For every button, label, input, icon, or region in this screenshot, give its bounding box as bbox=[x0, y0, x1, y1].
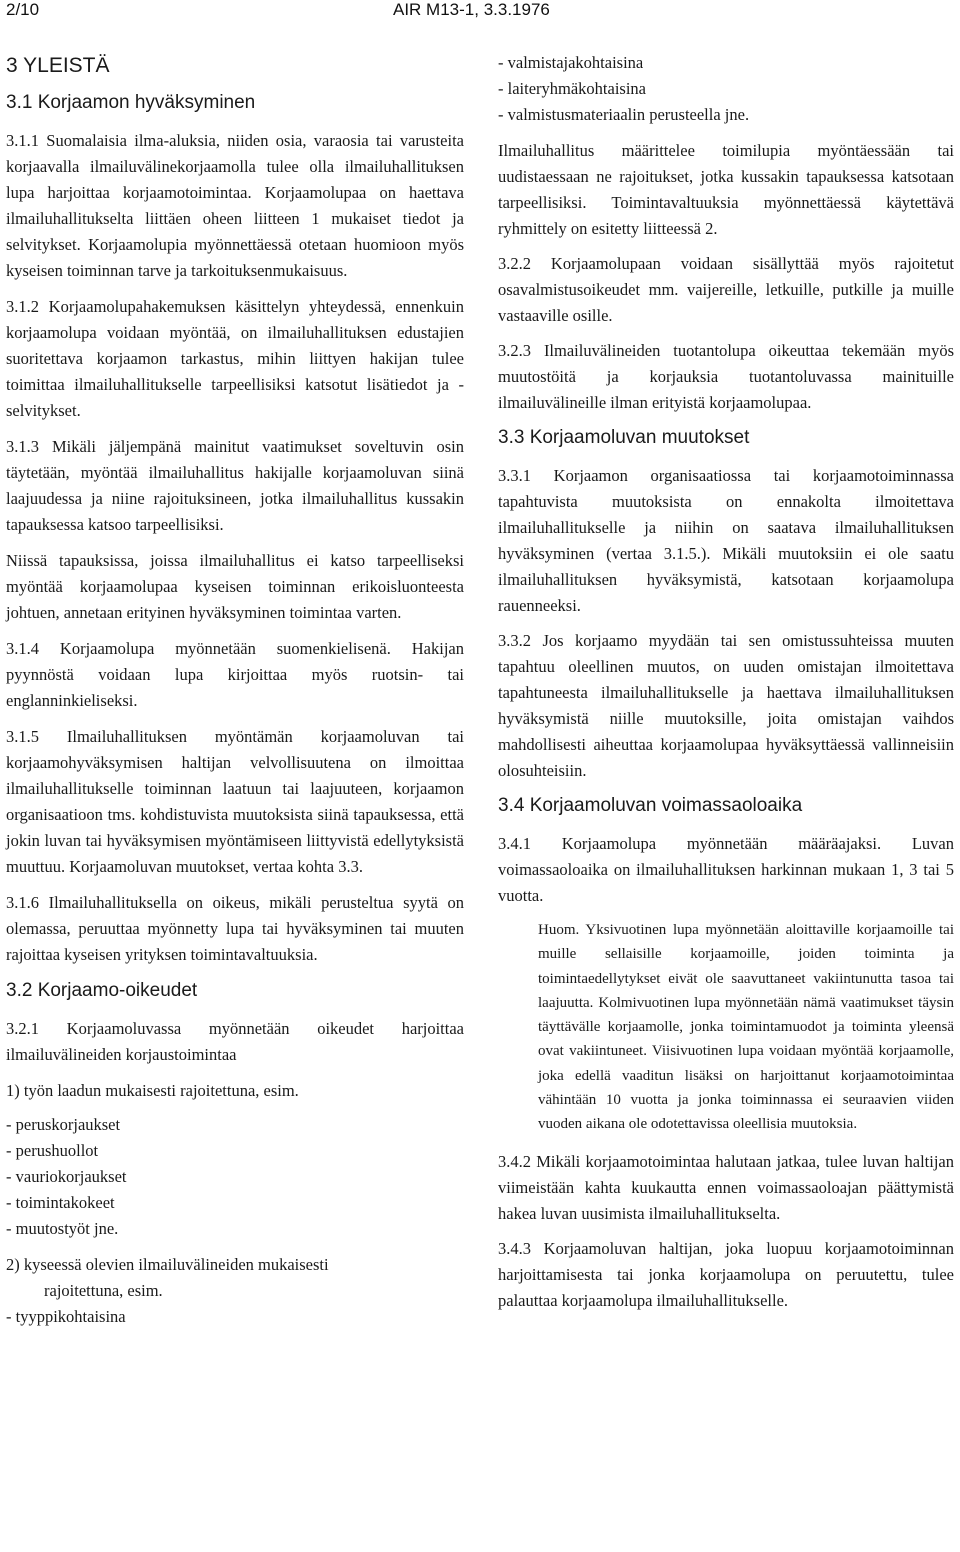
list-item: - perushuollot bbox=[6, 1141, 99, 1160]
paragraph-3-1-1: 3.1.1 Suomalaisia ilma-aluksia, niiden osia, varaosia tai varusteita korjaavalla ilmailuvälinekorjaamolla tulee olla ilmailuhallituksen lupa harjoittaa korjaamotoimintaa. Korjaamolupaa on haettava ilmailuhallitukselta liittäen oheen liitteen 1 mukaiset tiedot ja selvitykset. Korjaamolupia myönnettäessä otetaan huomioon myös kyseisen toiminnan tarve ja tarkoituksenmukaisuus. bbox=[6, 131, 464, 280]
right-column bbox=[498, 50, 954, 1323]
list-item: - valmistajakohtaisina bbox=[498, 53, 644, 72]
heading-3-3: 3.3 Korjaamoluvan muutokset bbox=[498, 427, 750, 448]
list-item: - valmistusmateriaalin perusteella jne. bbox=[498, 105, 750, 124]
heading-3-1: 3.1 Korjaamon hyväksyminen bbox=[6, 92, 256, 113]
page-number: 2/10 bbox=[6, 0, 40, 19]
numbered-item-2-line1: 2) kyseessä olevien ilmailuvälineiden mukaisesti bbox=[6, 1255, 329, 1274]
paragraph-3-3-1: 3.3.1 Korjaamon organisaatiossa tai korjaamotoiminnassa tapahtuvista muutoksista on ennakolta ilmoitettava ilmailuhallitukselle ja niihin on saatava ilmailuhallituksen hyväksyminen (vertaa 3.1.5.). Mikäli muutoksiin ei ole saatu ilmailuhallituksen hyväksymistä, katsotaan korjaamolupa rauenneeksi. bbox=[498, 466, 954, 615]
list-item: - vauriokorjaukset bbox=[6, 1167, 127, 1186]
heading-yleista: 3 YLEISTÄ bbox=[6, 54, 110, 77]
paragraph-3-1-6: 3.1.6 Ilmailuhallituksella on oikeus, mikäli perusteltua syytä on olemassa, peruuttaa myönnetty lupa tai hyväksyminen tai muuten rajoittaa kyseisen yrityksen toimintavaltuuksia. bbox=[6, 893, 464, 964]
numbered-item-2 bbox=[6, 1252, 464, 1304]
document-reference: AIR M13-1, 3.3.1976 bbox=[393, 0, 550, 19]
paragraph-3-1-3-b: Niissä tapauksissa, joissa ilmailuhallitus ei katso tarpeelliseksi myöntää korjaamolupaa kyseisen toiminnan erikoisluonteesta johtuen, annetaan erityinen hyväksyminen toimintaa varten. bbox=[6, 551, 464, 622]
paragraph-3-2-3: 3.2.3 Ilmailuvälineiden tuotantolupa oikeuttaa tekemään myös muutostöitä ja korjauksia tuotantoluvassa mainituille ilmailuvälineille ilman erityistä korjaamolupaa. bbox=[498, 341, 954, 412]
list-item: - laiteryhmäkohtaisina bbox=[498, 79, 646, 98]
paragraph-3-2-2: 3.2.2 Korjaamolupaan voidaan sisällyttää myös rajoitetut osavalmistusoikeudet mm. vaijereille, letkuille, putkille ja muille vastaaville osille. bbox=[498, 254, 954, 325]
numbered-item-2-line2: rajoitettuna, esim. bbox=[44, 1281, 163, 1300]
paragraph-3-1-5: 3.1.5 Ilmailuhallituksen myöntämän korjaamoluvan tai korjaamohyväksymisen haltijan velvollisuutena on ilmoittaa ilmailuhallitukselle toiminnan laatuun tai laajuuteen, korjaamon organisaatioon tms. kohdistuvista muutoksista siinä tapauksessa, että jokin luvan tai hyväksymisen myöntämiseen liittyvistä edellytyksistä muuttuu. Korjaamoluvan muutokset, vertaa kohta 3.3. bbox=[6, 727, 464, 876]
paragraph-3-1-3: 3.1.3 Mikäli jäljempänä mainitut vaatimukset soveltuvin osin täytetään, myöntää ilmailuhallitus hakijalle korjaamoluvan siinä laajuudessa ja niine rajoituksineen, jotka ilmailuhallitus kussakin tapauksessa katsoo tarpeellisiksi. bbox=[6, 437, 464, 534]
heading-3-2: 3.2 Korjaamo-oikeudet bbox=[6, 980, 198, 1001]
paragraph-3-4-1: 3.4.1 Korjaamolupa myönnetään määräajaksi. Luvan voimassaoloaika on ilmailuhallituksen harkinnan mukaan 1, 3 tai 5 vuotta. bbox=[498, 834, 954, 905]
paragraph-3-1-4: 3.1.4 Korjaamolupa myönnetään suomenkielisenä. Hakijan pyynnöstä voidaan lupa kirjoittaa myös ruotsin- tai englanninkieliseksi. bbox=[6, 639, 464, 710]
paragraph-3-2-1: 3.2.1 Korjaamoluvassa myönnetään oikeudet harjoittaa ilmailuvälineiden korjaustoimintaa bbox=[6, 1019, 464, 1064]
heading-3-4: 3.4 Korjaamoluvan voimassaoloaika bbox=[498, 795, 803, 816]
work-type-list bbox=[6, 1112, 464, 1242]
note-block: Huom. Yksivuotinen lupa myönnetään aloittaville korjaamoille tai muille sellaisille korjaamoille, joiden toiminta ja toimintaedellytykset eivät ole saavuttaneet vakiintunutta tasoa tai laajuutta. Kolmivuotinen lupa myönnetään nämä vaatimukset täysin täyttävälle korjaamolle, jonka toimintamuodot ja toiminta yleensä ovat vakiintuneet. Viisivuotinen lupa voidaan myöntää korjaamolle, joka edellä vaaditun lisäksi on harjoittanut korjaamotoimintaa vähintään 10 vuotta ja jonka toiminnassa ei seuraavien viiden vuoden aikana ole odotettavissa oleellisia muutoksia. bbox=[538, 922, 954, 1133]
list-item: - peruskorjaukset bbox=[6, 1115, 121, 1134]
paragraph-3-2-1-b: Ilmailuhallitus määrittelee toimilupia myöntäessään tai uudistaessaan ne rajoitukset, jotka kussakin tapauksessa katsotaan tarpeellisiksi. Toimintavaltuuksia myönnettäessä käytettävä ryhmittely on esitetty liitteessä 2. bbox=[498, 141, 954, 238]
left-column bbox=[6, 44, 464, 1330]
paragraph-3-1-2: 3.1.2 Korjaamolupahakemuksen käsittelyn yhteydessä, ennenkuin korjaamolupa voidaan myöntää, on ilmailuhallituksen edustajien suoritettava korjaamon tarkastus, mihin liittyen hakijan tulee toimittaa ilmailuhallitukselle tarpeellisiksi katsotut lisätiedot ja -selvitykset. bbox=[6, 297, 464, 420]
list-item: - tyyppikohtaisina bbox=[6, 1307, 126, 1326]
numbered-item-1: 1) työn laadun mukaisesti rajoitettuna, esim. bbox=[6, 1081, 299, 1100]
paragraph-3-4-2: 3.4.2 Mikäli korjaamotoimintaa halutaan jatkaa, tulee luvan haltijan viimeistään kahta kuukautta ennen voimassaoloajan päättymistä hakea luvan uusimista ilmailuhallitukselta. bbox=[498, 1151, 954, 1223]
paragraph-3-4-3: 3.4.3 Korjaamoluvan haltijan, joka luopuu korjaamotoiminnan harjoittamisesta tai jonka korjaamolupa on peruutettu, tulee palauttaa korjaamolupa ilmailuhallitukselle. bbox=[498, 1238, 954, 1310]
paragraph-3-3-2: 3.3.2 Jos korjaamo myydään tai sen omistussuhteissa muuten tapahtuu oleellinen muutos, on uuden omistajan ilmoitettava tapahtuneesta ilmailuhallitukselle ja haettava ilmailuhallituksen hyväksymistä niille muutoksille, joita omistajan vaihdos mahdollisesti aiheuttaa korjaamolupaa hyväksyttäessä vallinneisiin olosuhteisiin. bbox=[498, 631, 954, 780]
list-item: - toimintakokeet bbox=[6, 1193, 115, 1212]
list-item: - muutostyöt jne. bbox=[6, 1219, 119, 1238]
equipment-list bbox=[498, 50, 954, 128]
